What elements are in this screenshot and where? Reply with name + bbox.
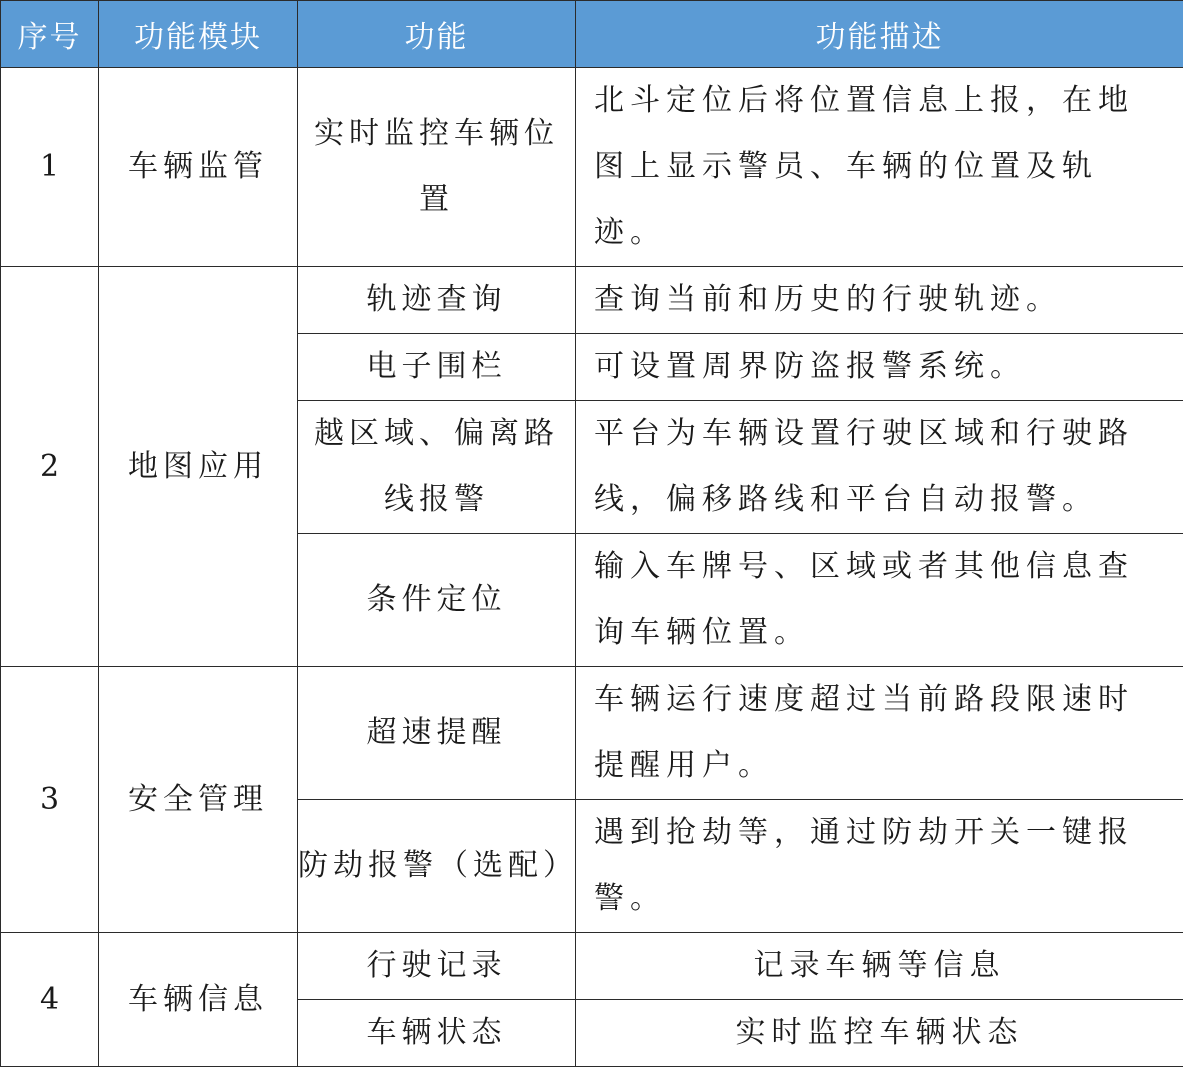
row-function: 行驶记录 [298, 933, 576, 1000]
row-function: 实时监控车辆位置 [298, 68, 576, 267]
table-row [1, 933, 1183, 1000]
row-description: 输入车牌号、区域或者其他信息查询车辆位置。 [576, 534, 1183, 667]
row-description: 可设置周界防盗报警系统。 [576, 334, 1183, 401]
row-function: 车辆状态 [298, 1000, 576, 1067]
row-index: 2 [1, 267, 99, 667]
row-index: 3 [1, 667, 99, 933]
row-description: 车辆运行速度超过当前路段限速时提醒用户。 [576, 667, 1183, 800]
row-function: 防劫报警（选配） [298, 800, 576, 933]
row-function: 条件定位 [298, 534, 576, 667]
table-row [1, 267, 1183, 334]
row-function: 轨迹查询 [298, 267, 576, 334]
row-function: 越区域、偏离路线报警 [298, 401, 576, 534]
row-module: 车辆监管 [99, 68, 298, 267]
row-module: 车辆信息 [99, 933, 298, 1067]
row-description: 查询当前和历史的行驶轨迹。 [576, 267, 1183, 334]
header-index: 序号 [1, 1, 99, 68]
row-description: 遇到抢劫等，通过防劫开关一键报警。 [576, 800, 1183, 933]
table-row [1, 667, 1183, 800]
row-description: 记录车辆等信息 [576, 933, 1183, 1000]
row-description: 实时监控车辆状态 [576, 1000, 1183, 1067]
table-row [1, 68, 1183, 267]
row-description: 平台为车辆设置行驶区域和行驶路线，偏移路线和平台自动报警。 [576, 401, 1183, 534]
header-row [1, 1, 1183, 68]
row-function: 超速提醒 [298, 667, 576, 800]
header-function: 功能 [298, 1, 576, 68]
row-module: 地图应用 [99, 267, 298, 667]
row-index: 4 [1, 933, 99, 1067]
row-index: 1 [1, 68, 99, 267]
header-description: 功能描述 [576, 1, 1183, 68]
row-description: 北斗定位后将位置信息上报，在地图上显示警员、车辆的位置及轨迹。 [576, 68, 1183, 267]
header-module: 功能模块 [99, 1, 298, 68]
row-function: 电子围栏 [298, 334, 576, 401]
row-module: 安全管理 [99, 667, 298, 933]
